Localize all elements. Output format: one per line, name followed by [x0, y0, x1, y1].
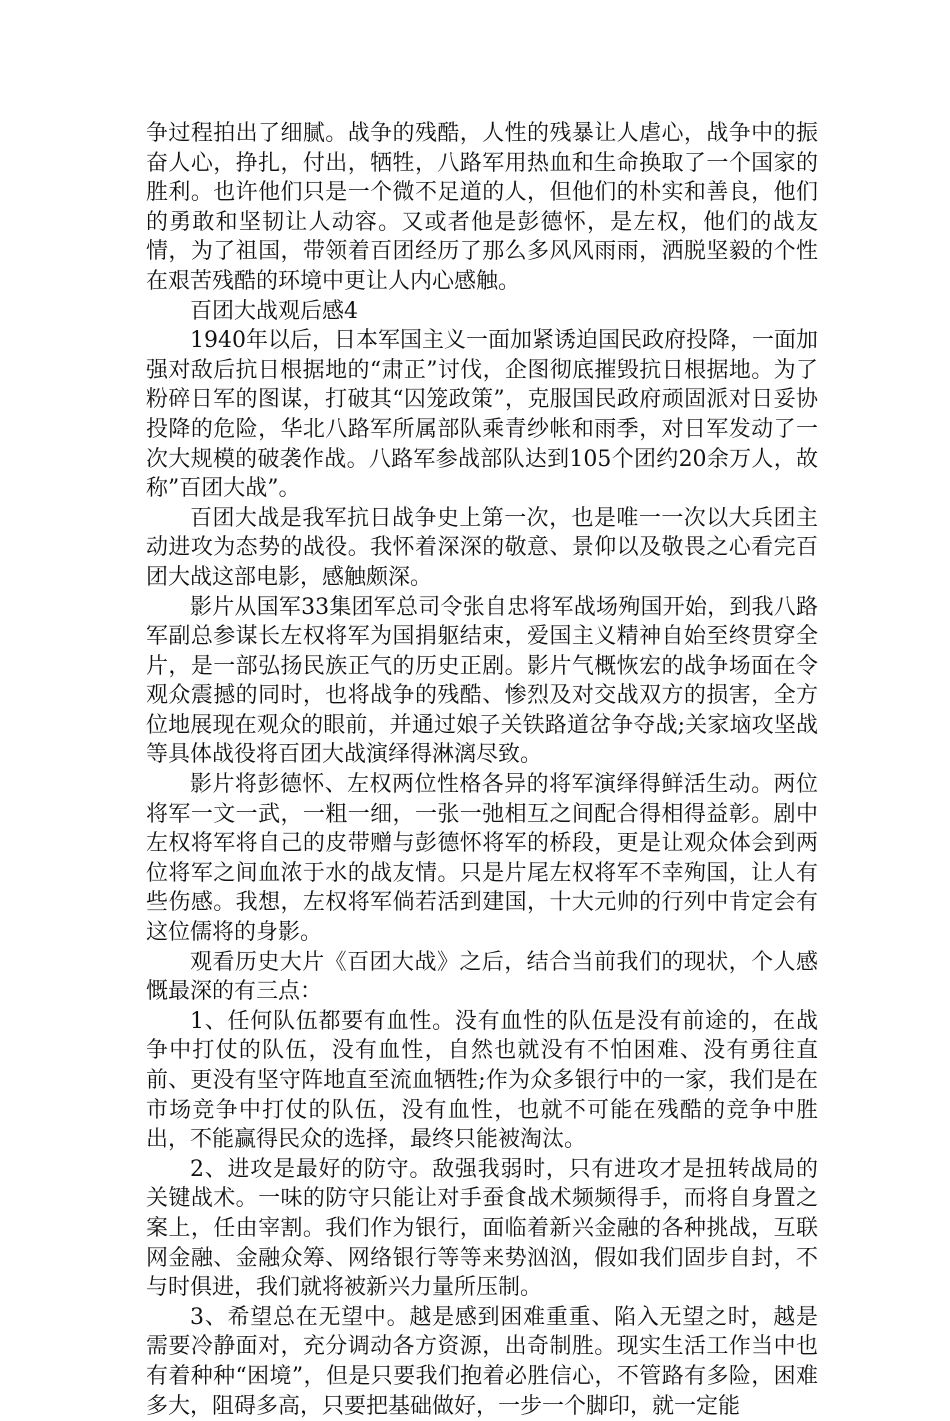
list-item-paragraph: 2、进攻是最好的防守。敌强我弱时，只有进攻才是扭转战局的关键战术。一味的防守只能让对手蚕食战术频频得手，而将自身置之案上，任由宰割。我们作为银行，面临着新兴金融的各种挑战，互联网金融、金融众筹、网络银行等等来势汹汹，假如我们固步自封，不与时俱进，我们就将被新兴力量所压制。: [146, 1156, 818, 1301]
paragraph: 影片从国军33集团军总司令张自忠将军战场殉国开始，到我八路军副总参谋长左权将军为国捐躯结束，爱国主义精神自始至终贯穿全片，是一部弘扬民族正气的历史正剧。影片气概恢宏的战争场面在令观众震撼的同时，也将战争的残酷、惨烈及对交战双方的损害，全方位地展现在观众的眼前，并通过娘子关铁路道岔争夺战;关家垴攻坚战等具体战役将百团大战演绎得淋漓尽致。: [146, 594, 818, 768]
paragraph-continuation: 争过程拍出了细腻。战争的残酷，人性的残暴让人虐心，战争中的振奋人心，挣扎，付出，牺牲，八路军用热血和生命换取了一个国家的胜利。也许他们只是一个微不足道的人，但他们的朴实和善良，他们的勇敢和坚韧让人动容。又或者他是彭德怀，是左权，他们的战友情，为了祖国，带领着百团经历了那么多风风雨雨，洒脱坚毅的个性在艰苦残酷的环境中更让人内心感触。: [146, 121, 818, 294]
paragraph: 影片将彭德怀、左权两位性格各异的将军演绎得鲜活生动。两位将军一文一武，一粗一细，一张一弛相互之间配合得相得益彰。剧中左权将军将自己的皮带赠与彭德怀将军的桥段，更是让观众体会到两位将军之间血浓于水的战友情。只是片尾左权将军不幸殉国，让人有些伤感。我想，左权将军倘若活到建国，十大元帅的行列中肯定会有这位儒将的身影。: [146, 772, 818, 946]
paragraph: 百团大战是我军抗日战争史上第一次，也是唯一一次以大兵团主动进攻为态势的战役。我怀着深深的敬意、景仰以及敬畏之心看完百团大战这部电影，感触颇深。: [146, 505, 818, 590]
section-heading: 百团大战观后感4: [190, 298, 358, 324]
list-item-paragraph: 1、任何队伍都要有血性。没有血性的队伍是没有前途的，在战争中打仗的队伍，没有血性，自然也就没有不怕困难、没有勇往直前、更没有坚守阵地直至流血牺牲;作为众多银行中的一家，我们是在市场竞争中打仗的队伍，没有血性，也就不可能在残酷的竞争中胜出，不能赢得民众的选择，最终只能被淘汰。: [146, 1008, 818, 1153]
paragraph: 1940年以后，日本军国主义一面加紧诱迫国民政府投降，一面加强对敌后抗日根据地的“肃正”讨伐，企图彻底摧毁抗日根据地。为了粉碎日军的图谋，打破其“囚笼政策”，克服国民政府顽固派对日妥协投降的危险，华北八路军所属部队乘青纱帐和雨季，对日军发动了一次大规模的破袭作战。八路军参战部队达到105个团约20余万人，故称”百团大战”。: [146, 328, 818, 502]
paragraph: 观看历史大片《百团大战》之后，结合当前我们的现状，个人感慨最深的有三点：: [146, 949, 818, 1005]
document-page: [146, 119, 818, 1421]
list-item-paragraph: 3、希望总在无望中。越是感到困难重重、陷入无望之时，越是需要冷静面对，充分调动各方资源，出奇制胜。现实生活工作当中也有着种种“困境”，但是只要我们抱着必胜信心，不管路有多险，困难多大，阻碍多高，只要把基础做好，一步一个脚印，就一定能: [146, 1304, 818, 1419]
